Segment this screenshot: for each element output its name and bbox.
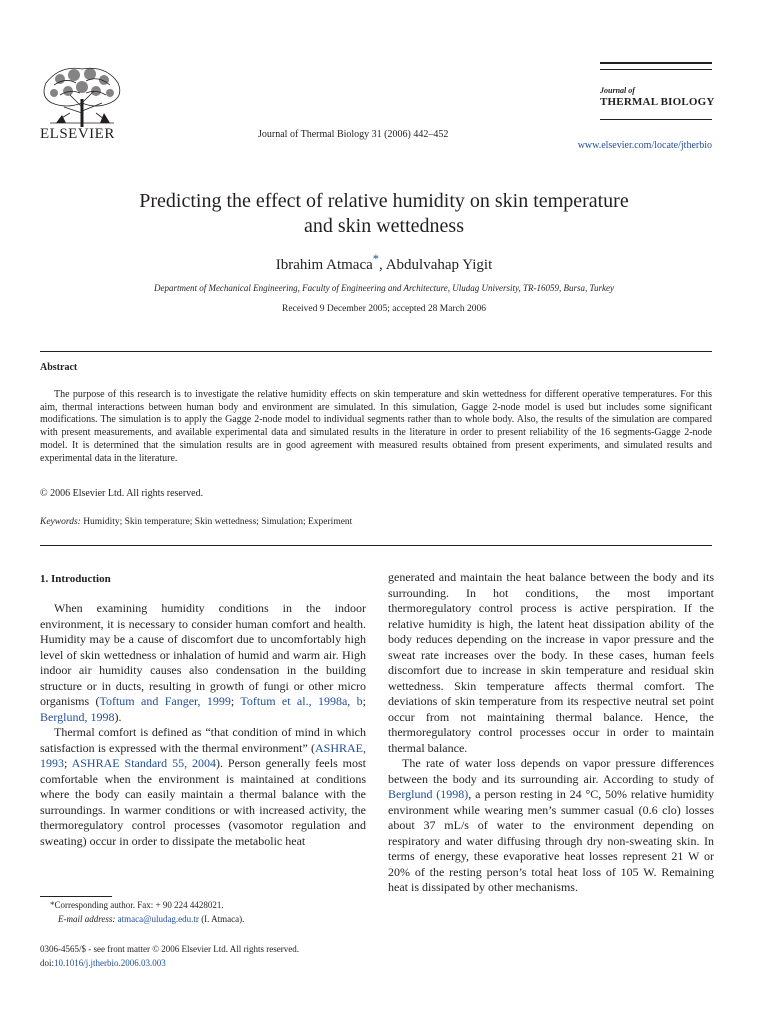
- paragraph-text: Thermal comfort is defined as “that condition of mind in which satisfaction is expressed with the thermal environment” (: [40, 725, 366, 755]
- email-note: [58, 914, 244, 924]
- journal-name: THERMAL BIOLOGY: [600, 96, 715, 108]
- keywords: [40, 517, 352, 527]
- article-title: [40, 189, 728, 239]
- footnote-rule: [40, 896, 112, 897]
- header-rule: [600, 69, 712, 70]
- corresponding-author-note: *Corresponding author. Fax: + 90 224 4428021.: [50, 900, 224, 910]
- paragraph-text: ). Person generally feels most comfortable when the environment is maintained at conditions where the body can easily maintain a thermal balance with the surroundings. In warmer conditions or with increased activity, the thermoregulatory control processes (vasomotor regulation and sweating) occur in order to dissipate the metabolic heat: [40, 756, 366, 848]
- journal-name-prefix: Journal of: [600, 86, 635, 95]
- citation-link[interactable]: Toftum and Fanger, 1999: [99, 694, 231, 708]
- citation-link[interactable]: Berglund, 1998: [40, 709, 115, 724]
- copyright-notice: © 2006 Elsevier Ltd. All rights reserved.: [40, 488, 204, 499]
- abstract-heading: Abstract: [40, 362, 78, 373]
- section-rule: [40, 351, 712, 352]
- corresponding-author-link[interactable]: *: [372, 252, 380, 266]
- doi: [40, 958, 166, 968]
- paragraph-text: , a person resting in 24 °C, 50% relative humidity environment while wearing men’s summer casual (0.6 clo) losses about 37 mL/s of water to the environment depending on respiratory and water diffusing through dry non-sweating skin. In terms of energy, these evaporative heat losses represent 21 W or 20% of the resting person’s total heat loss of 105 W. Remaining heat is dissipated by other mechanisms.: [388, 787, 714, 894]
- journal-url-link[interactable]: www.elsevier.com/locate/jtherbio: [577, 140, 712, 151]
- citation-link[interactable]: ASHRAE Standard 55, 2004: [71, 756, 217, 770]
- email-owner: (I. Atmaca).: [198, 914, 245, 924]
- paragraph: Thermal comfort is defined as “that condition of mind in which satisfaction is expressed with the thermal environment” (ASHRAE, 1993; ASHRAE Standard 55, 2004). Person generally feels most comfortable when the environment is maintained at conditions where the body can easily maintain a thermal balance with the surroundings. In warmer conditions or with increased activity, the thermoregulatory control processes (vasomotor regulation and sweating) occur in order to dissipate the metabolic heat: [40, 725, 366, 848]
- paragraph: generated and maintain the heat balance between the body and its surrounding. In hot conditions, the most important thermoregulatory control process is active perspiration. If the relative humidity is high, the latent heat dissipation ability of the body reduces depending on the increase in vapor pressure and the sweat rate increases over the body. In these cases, human feels discomfort due to increase in skin temperature and residual skin wettedness. Skin temperature affects thermal comfort. The deviations of skin temperature from its respective neutral set point occur from not maintaining thermal balance. Hence, the thermoregulatory control processes occur in order to maintain thermal balance.: [388, 570, 714, 755]
- journal-citation: Journal of Thermal Biology 31 (2006) 442–452: [258, 129, 449, 140]
- author-name: Ibrahim Atmaca: [275, 257, 373, 273]
- received-dates: Received 9 December 2005; accepted 28 March 2006: [282, 304, 486, 314]
- citation-link[interactable]: Berglund (1998): [388, 787, 469, 801]
- citation-link[interactable]: ASHRAE, 1993: [40, 740, 366, 770]
- citation-link[interactable]: Toftum et al., 1998a, b: [240, 694, 363, 708]
- section-heading: 1. Introduction: [40, 573, 111, 585]
- keywords-list: Humidity; Skin temperature; Skin wettedness; Simulation; Experiment: [80, 517, 353, 527]
- publisher-name: ELSEVIER: [40, 126, 115, 142]
- header-rule: [600, 62, 712, 64]
- title-line: and skin wettedness: [304, 215, 464, 237]
- email-link[interactable]: atmaca@uludag.edu.tr: [117, 914, 199, 924]
- email-label: E-mail address:: [58, 914, 116, 924]
- section-rule: [40, 545, 712, 546]
- abstract-text: The purpose of this research is to investigate the relative humidity effects on skin temperature and skin wettedness for different operative temperatures. For this aim, thermal interactions between human body and environment are simulated. In this simulation, Gagge 2-node model is used but includes some significant modifications. The simulation is to apply the Gagge 2-node model to individual segments rather than to whole body. Also, the results of the simulation are compared with present measurements, and available experimental data and simulated results in the literature in order to present reliability of the 16 segments-Gagge 2-node model. It is determined that the simulation results are in good agreement with measured results obtained from present experiments, and simulated results and experimental data in the literature.: [40, 389, 712, 464]
- author-name: Abdulvahap Yigit: [385, 257, 493, 273]
- header-rule: [600, 119, 712, 120]
- body-column-left: [40, 601, 366, 849]
- body-column-right: [388, 570, 714, 896]
- paragraph: When examining humidity conditions in the indoor environment, it is necessary to consider human comfort and health. Humidity may be a cause of discomfort due to uncomfortably high level of skin wettedness or inhalation of humid and warm air. High indoor air humidity causes also condensation in the building structure or in ducts, resulting in growth of fungi or other micro organisms (Toftum and Fanger, 1999; Toftum et al., 1998a, b; Berglund, 1998).: [40, 601, 366, 724]
- issn-notice: 0306-4565/$ - see front matter © 2006 Elsevier Ltd. All rights reserved.: [40, 944, 300, 954]
- doi-link[interactable]: 10.1016/j.jtherbio.2006.03.003: [54, 958, 166, 968]
- title-line: Predicting the effect of relative humidity on skin temperature: [139, 190, 629, 212]
- paragraph-text: When examining humidity conditions in the indoor environment, it is necessary to consider human comfort and health. Humidity may be a cause of discomfort due to uncomfortably high level of skin wettedness or inhalation of humid and warm air. High indoor air humidity causes also condensation in the building structure or in ducts, resulting in growth of fungi or other micro organisms (: [40, 601, 366, 708]
- elsevier-tree-logo-icon: [40, 63, 124, 129]
- keywords-label: Keywords:: [40, 517, 81, 527]
- doi-label: doi:: [40, 958, 55, 968]
- paragraph: [388, 756, 714, 896]
- paragraph-text: The rate of water loss depends on vapor pressure differences between the body and its surrounding air. According to study of: [388, 756, 714, 786]
- author-separator: ,: [379, 257, 386, 273]
- author-list: [40, 252, 728, 274]
- affiliation: Department of Mechanical Engineering, Faculty of Engineering and Architecture, Uludag University, TR-16059, Bursa, Turkey: [153, 283, 615, 293]
- paragraph-text: ).: [114, 709, 122, 724]
